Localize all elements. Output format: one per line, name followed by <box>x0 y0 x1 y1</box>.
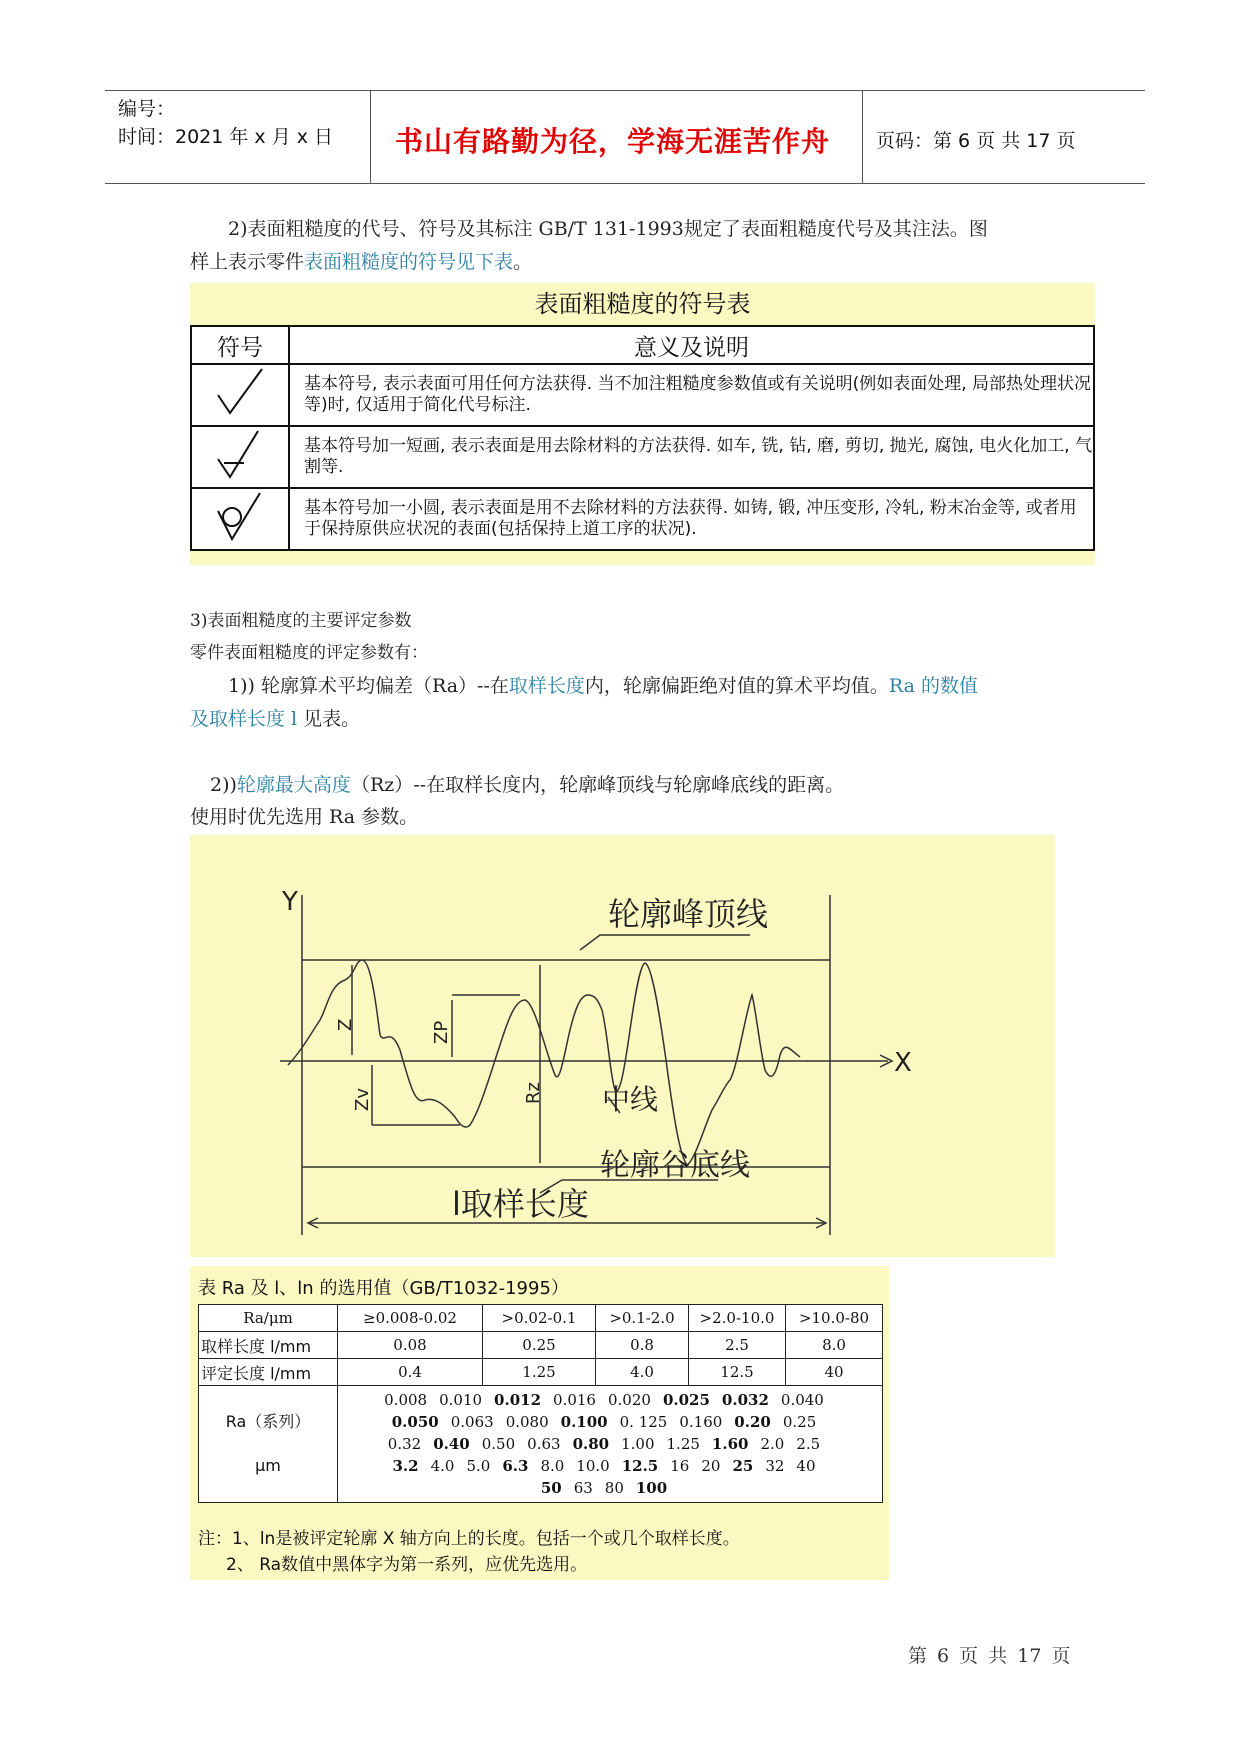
ra-header-label: Ra/μm <box>199 1305 338 1332</box>
evaluation-length-label-cell: 评定长度 l/mm <box>199 1359 338 1386</box>
header-bottom-rule <box>105 183 1145 184</box>
ra-values-link[interactable]: Ra 的数值 <box>888 675 979 697</box>
ra-series-value: 3.2 <box>392 1457 419 1475</box>
ra-series-value: 0.100 <box>560 1413 608 1431</box>
ra-series-value: 1.00 <box>621 1435 655 1453</box>
meaning-column-header: 意义及说明 <box>289 326 1094 364</box>
evaluation-value-cell: 40 <box>786 1359 883 1386</box>
item1-suffix: 见表。 <box>297 708 361 730</box>
ra-series-label: Ra（系列） <box>225 1412 311 1431</box>
sampling-value-cell: 0.25 <box>483 1332 596 1359</box>
sampling-length-l-link[interactable]: 及取样长度 l <box>190 708 298 730</box>
ra-series-value: 50 <box>540 1479 562 1497</box>
ra-range-cell: >10.0-80 <box>786 1305 883 1332</box>
sampling-value-cell: 0.08 <box>338 1332 483 1359</box>
page-footer: 第 6 页 共 17 页 <box>908 1645 1071 1667</box>
ra-series-value: 0.40 <box>433 1435 470 1453</box>
ra-series-value: 1.60 <box>711 1435 749 1453</box>
ra-series-value: 0.80 <box>572 1435 610 1453</box>
peak-line-label: 轮廓峰顶线 <box>608 895 769 933</box>
sampling-value-cell: 2.5 <box>689 1332 786 1359</box>
symbol-table-row <box>191 426 1094 488</box>
header-divider-left <box>370 90 371 183</box>
ra-series-line <box>344 1455 876 1477</box>
ra-series-value: 0.012 <box>494 1391 542 1409</box>
symbol-row-description: 基本符号加一小圆, 表示表面是用不去除材料的方法获得. 如铸, 锻, 冲压变形, 冷轧, 粉末冶金等, 或者用于保持原供应状况的表面(包括保持上道工序的状况). <box>289 488 1094 550</box>
ra-series-unit: μm <box>255 1456 281 1475</box>
ra-range-row <box>199 1305 883 1332</box>
ra-series-value: 25 <box>732 1457 754 1475</box>
roughness-profile-diagram <box>190 835 1055 1257</box>
document-number-label: 编号： <box>118 98 176 120</box>
ra-series-value: 8.0 <box>540 1457 565 1475</box>
symbol-table-header-row <box>191 326 1094 364</box>
evaluation-value-cell: 12.5 <box>689 1359 786 1386</box>
sampling-length-row <box>199 1332 883 1359</box>
ra-range-cell: >0.02-0.1 <box>483 1305 596 1332</box>
symbol-row-description: 基本符号, 表示表面可用任何方法获得. 当不加注粗糙度参数值或有关说明(例如表面处理, 局部热处理状况等)时, 仅适用于简化代号标注. <box>289 364 1094 426</box>
ra-series-value: 0.63 <box>527 1435 561 1453</box>
ra-range-cell: >2.0-10.0 <box>689 1305 786 1332</box>
rz-label: Rz <box>523 1082 544 1104</box>
ra-series-value: 0.040 <box>780 1391 824 1409</box>
ra-table-note-2: 2、 Ra数值中黑体字为第一系列，应优先选用。 <box>226 1555 588 1575</box>
symbol-table-title: 表面粗糙度的符号表 <box>534 290 751 318</box>
section2-line1: 2)表面粗糙度的代号、符号及其标注 GB/T 131-1993规定了表面粗糙度代号及其注法。图 <box>228 218 988 240</box>
ra-series-value: 0.50 <box>481 1435 516 1453</box>
max-profile-height-link[interactable]: 轮廓最大高度 <box>236 774 351 796</box>
sampling-length-link[interactable]: 取样长度 <box>508 675 585 697</box>
section2-line2-suffix: 。 <box>513 251 533 273</box>
ra-series-value: 2.0 <box>760 1435 785 1453</box>
ra-series-value: 20 <box>701 1457 721 1475</box>
sampling-value-cell: 0.8 <box>596 1332 689 1359</box>
header-divider-right <box>862 90 863 183</box>
ra-series-value: 16 <box>670 1457 690 1475</box>
ra-series-value: 0.20 <box>734 1413 771 1431</box>
ra-series-line <box>344 1477 876 1499</box>
ra-series-value: 2.5 <box>796 1435 821 1453</box>
peak-label-leader <box>580 935 750 950</box>
ra-series-value: 0.008 <box>384 1391 428 1409</box>
section2-line2-prefix: 样上表示零件 <box>190 251 305 273</box>
ra-series-value: 0.160 <box>679 1413 723 1431</box>
symbol-row-description: 基本符号加一短画, 表示表面是用去除材料的方法获得. 如车, 铣, 钻, 磨, 剪切, 抛光, 腐蚀, 电火化加工, 气割等. <box>289 426 1094 488</box>
evaluation-value-cell: 1.25 <box>483 1359 596 1386</box>
header-top-rule <box>105 90 1145 91</box>
ra-series-value: 0.020 <box>607 1391 651 1409</box>
ra-table-title: 表 Ra 及 l、ln 的选用值（GB/T1032-1995） <box>198 1278 569 1299</box>
ra-series-value: 6.3 <box>502 1457 529 1475</box>
ra-series-value: 100 <box>635 1479 668 1497</box>
zp-label: ZP <box>431 1020 452 1044</box>
zv-label: Zv <box>352 1088 373 1111</box>
ra-range-cell: ≥0.008-0.02 <box>338 1305 483 1332</box>
check-with-circle-symbol-icon <box>191 488 289 550</box>
item1-mid: 内，轮廓偏距绝对值的算术平均值。 <box>584 675 889 697</box>
section3-item2 <box>210 768 844 802</box>
x-axis-label: X <box>894 1048 912 1078</box>
y-axis-label: Y <box>282 887 298 917</box>
section3-heading: 3)表面粗糙度的主要评定参数 <box>190 611 412 631</box>
basic-check-symbol-icon <box>191 364 289 426</box>
document-time-label: 时间：2021 年 x 月 x 日 <box>118 126 334 148</box>
ra-series-value: 0.010 <box>439 1391 483 1409</box>
ra-series-value: 32 <box>765 1457 785 1475</box>
symbol-table-figure <box>190 283 1095 565</box>
ra-table <box>198 1304 883 1503</box>
ra-series-line <box>344 1433 876 1455</box>
ra-series-value: 10.0 <box>576 1457 610 1475</box>
ra-series-value: 12.5 <box>621 1457 659 1475</box>
mean-line-label: 中线 <box>602 1083 659 1116</box>
ra-series-label-cell <box>199 1386 338 1503</box>
evaluation-value-cell: 0.4 <box>338 1359 483 1386</box>
ra-series-value: 4.0 <box>430 1457 455 1475</box>
ra-series-value: 63 <box>573 1479 593 1497</box>
ra-series-value: 0.25 <box>782 1413 817 1431</box>
header-motto: 书山有路勤为径，学海无涯苦作舟 <box>395 125 831 158</box>
check-with-bar-symbol-icon <box>191 426 289 488</box>
ra-series-value: 5.0 <box>466 1457 491 1475</box>
evaluation-length-row <box>199 1359 883 1386</box>
section3-item1-line1 <box>228 669 978 703</box>
symbol-table <box>190 325 1095 551</box>
ra-series-value: 80 <box>604 1479 624 1497</box>
valley-line-label: 轮廓谷底线 <box>600 1148 750 1183</box>
sampling-length-label: l取样长度 <box>452 1185 589 1223</box>
section2-line2 <box>190 245 532 279</box>
section3-item1-line2 <box>190 702 360 736</box>
ra-series-value: 0.032 <box>721 1391 769 1409</box>
ra-range-cell: >0.1-2.0 <box>596 1305 689 1332</box>
ra-series-value: 0.025 <box>662 1391 710 1409</box>
ra-series-line <box>344 1411 876 1433</box>
item2-prefix: 2)) <box>210 774 237 796</box>
z-label: Z <box>335 1018 356 1031</box>
symbol-table-row <box>191 364 1094 426</box>
symbol-table-row <box>191 488 1094 550</box>
section3-intro: 零件表面粗糙度的评定参数有： <box>190 643 428 663</box>
ra-table-note-1: 注：1、ln是被评定轮廓 X 轴方向上的长度。包括一个或几个取样长度。 <box>198 1529 740 1549</box>
sampling-value-cell: 8.0 <box>786 1332 883 1359</box>
profile-curve <box>288 960 800 1165</box>
section3-usage: 使用时优先选用 Ra 参数。 <box>190 806 419 828</box>
ra-series-value: 1.25 <box>666 1435 700 1453</box>
symbol-table-link[interactable]: 表面粗糙度的符号见下表 <box>304 251 514 273</box>
item2-suffix: （Rz）--在取样长度内，轮廓峰顶线与轮廓峰底线的距离。 <box>350 774 845 796</box>
ra-series-value: 0.016 <box>553 1391 596 1409</box>
profile-diagram-svg <box>190 835 1055 1257</box>
evaluation-value-cell: 4.0 <box>596 1359 689 1386</box>
ra-series-value: 0.063 <box>450 1413 494 1431</box>
ra-series-value: 0.32 <box>387 1435 422 1453</box>
item1-prefix: 1)) 轮廓算术平均偏差（Ra）--在 <box>228 675 509 697</box>
ra-series-line <box>344 1389 876 1411</box>
ra-series-value: 40 <box>796 1457 816 1475</box>
symbol-column-header: 符号 <box>191 326 289 364</box>
ra-series-value: 0.050 <box>391 1413 439 1431</box>
sampling-length-label-cell: 取样长度 l/mm <box>199 1332 338 1359</box>
header-page-label: 页码：第 6 页 共 17 页 <box>876 130 1076 152</box>
ra-series-value: 0.080 <box>505 1413 549 1431</box>
ra-selection-table-figure <box>190 1266 889 1580</box>
ra-series-value: 0. 125 <box>619 1413 668 1431</box>
ra-series-values-cell <box>338 1386 883 1503</box>
ra-series-row <box>199 1386 883 1503</box>
